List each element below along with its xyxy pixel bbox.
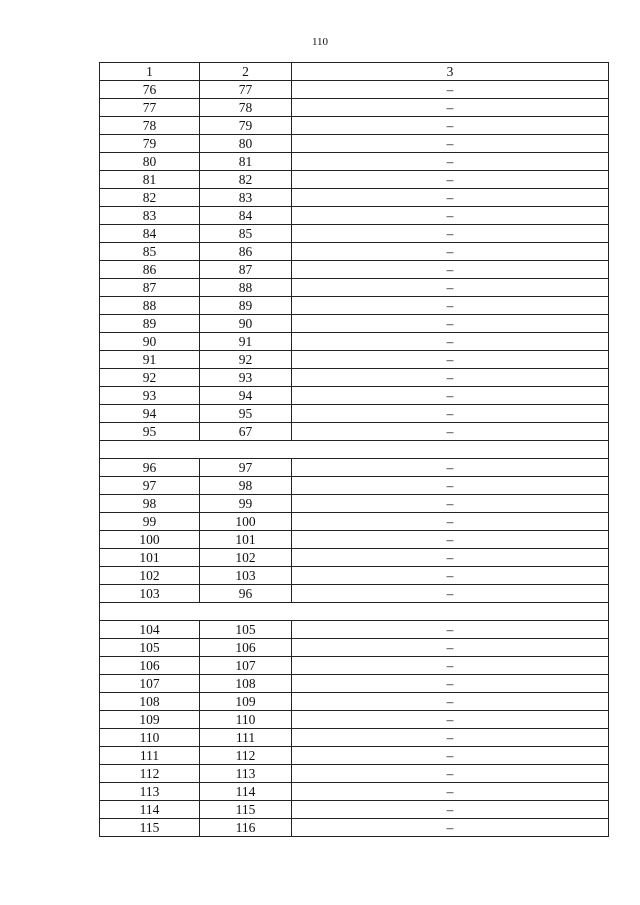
table-cell-col3: – (292, 585, 609, 603)
table-cell-col1: 89 (100, 315, 200, 333)
table-row (100, 495, 609, 513)
table-row (100, 621, 609, 639)
table-cell-col3: – (292, 621, 609, 639)
table-cell-col1: 100 (100, 531, 200, 549)
table-cell-col1: 103 (100, 585, 200, 603)
table-cell-col2: 86 (200, 243, 292, 261)
table-cell-col3: – (292, 495, 609, 513)
table-cell-col1: 94 (100, 405, 200, 423)
table-cell-col3: – (292, 117, 609, 135)
table-row (100, 585, 609, 603)
table-cell-col3: – (292, 459, 609, 477)
table-cell-col3: – (292, 225, 609, 243)
table-cell-col3: – (292, 315, 609, 333)
table-cell-col3: – (292, 333, 609, 351)
table-cell-col1: 76 (100, 81, 200, 99)
table-cell-col2: 81 (200, 153, 292, 171)
table-row (100, 711, 609, 729)
table-cell-col3: – (292, 351, 609, 369)
table-row (100, 81, 609, 99)
table-cell-col1: 111 (100, 747, 200, 765)
table-row (100, 567, 609, 585)
table-cell-col2: 99 (200, 495, 292, 513)
table-row (100, 513, 609, 531)
table-cell-col1: 90 (100, 333, 200, 351)
table-cell-col3: – (292, 171, 609, 189)
table-row (100, 243, 609, 261)
table-cell-col1: 96 (100, 459, 200, 477)
table-cell-col1: 95 (100, 423, 200, 441)
table-cell-col3: – (292, 729, 609, 747)
table-cell-col3: – (292, 801, 609, 819)
data-table (99, 62, 609, 837)
table-row (100, 657, 609, 675)
table-cell-col2: 113 (200, 765, 292, 783)
table-row (100, 297, 609, 315)
table-row (100, 135, 609, 153)
table-row (100, 225, 609, 243)
table-row (100, 693, 609, 711)
table-cell-col2: 88 (200, 279, 292, 297)
table-cell-col1: 110 (100, 729, 200, 747)
table-row (100, 675, 609, 693)
table-cell-col3: – (292, 81, 609, 99)
table-cell-col2: 79 (200, 117, 292, 135)
table-cell-col1: 104 (100, 621, 200, 639)
table-cell-col2: 92 (200, 351, 292, 369)
table-row (100, 117, 609, 135)
table-cell-col1: 79 (100, 135, 200, 153)
table-row (100, 549, 609, 567)
table-cell-col2: 116 (200, 819, 292, 837)
table-cell-col2: 109 (200, 693, 292, 711)
table-cell-col3: – (292, 783, 609, 801)
table-cell-col3: – (292, 279, 609, 297)
table-cell-col3: – (292, 765, 609, 783)
table-cell-col2: 77 (200, 81, 292, 99)
table-row (100, 783, 609, 801)
table-row (100, 207, 609, 225)
table-row (100, 477, 609, 495)
table-cell-col2: 96 (200, 585, 292, 603)
header-row (100, 63, 609, 81)
table-cell-col1: 85 (100, 243, 200, 261)
table-row (100, 261, 609, 279)
table-cell-col1: 83 (100, 207, 200, 225)
table-cell-col3: – (292, 261, 609, 279)
table-cell-col3: – (292, 549, 609, 567)
table-cell-col1: 109 (100, 711, 200, 729)
table-row (100, 531, 609, 549)
table-row (100, 351, 609, 369)
header-cell-1: 1 (100, 63, 200, 81)
table-cell-col2: 90 (200, 315, 292, 333)
table-row (100, 369, 609, 387)
table-cell-col3: – (292, 567, 609, 585)
table-cell-col3: – (292, 243, 609, 261)
table-cell-col1: 84 (100, 225, 200, 243)
table-row (100, 765, 609, 783)
table-cell-col3: – (292, 99, 609, 117)
table-cell-col1: 81 (100, 171, 200, 189)
table-cell-col1: 91 (100, 351, 200, 369)
table-cell-col2: 97 (200, 459, 292, 477)
table-cell-col3: – (292, 387, 609, 405)
table-cell-col1: 86 (100, 261, 200, 279)
table-cell-col3: – (292, 819, 609, 837)
table-cell-col2: 83 (200, 189, 292, 207)
table-cell-col1: 106 (100, 657, 200, 675)
table-cell-col2: 115 (200, 801, 292, 819)
table-cell-col3: – (292, 189, 609, 207)
table-cell-col1: 101 (100, 549, 200, 567)
section-break-row (100, 603, 609, 621)
table-cell-col2: 98 (200, 477, 292, 495)
table-row (100, 279, 609, 297)
table-cell-col2: 87 (200, 261, 292, 279)
table-cell-col2: 85 (200, 225, 292, 243)
table-cell-col2: 100 (200, 513, 292, 531)
table-row (100, 333, 609, 351)
table-cell-col2: 111 (200, 729, 292, 747)
table-body (100, 63, 609, 837)
table-cell-col3: – (292, 297, 609, 315)
table-row (100, 819, 609, 837)
table-cell-col2: 110 (200, 711, 292, 729)
header-cell-2: 2 (200, 63, 292, 81)
table-cell-col2: 82 (200, 171, 292, 189)
table-cell-col3: – (292, 513, 609, 531)
table-cell-col1: 88 (100, 297, 200, 315)
table-cell-col1: 102 (100, 567, 200, 585)
table-cell-col1: 78 (100, 117, 200, 135)
table-cell-col3: – (292, 153, 609, 171)
table-cell-col2: 67 (200, 423, 292, 441)
table-cell-col1: 77 (100, 99, 200, 117)
section-break-cell (100, 603, 609, 621)
table-cell-col2: 108 (200, 675, 292, 693)
table-cell-col2: 78 (200, 99, 292, 117)
table-cell-col2: 84 (200, 207, 292, 225)
table-cell-col2: 80 (200, 135, 292, 153)
table-cell-col2: 106 (200, 639, 292, 657)
table-cell-col3: – (292, 531, 609, 549)
table-cell-col1: 93 (100, 387, 200, 405)
table-cell-col1: 92 (100, 369, 200, 387)
table-cell-col3: – (292, 135, 609, 153)
table-cell-col3: – (292, 207, 609, 225)
table-cell-col1: 98 (100, 495, 200, 513)
table-cell-col1: 99 (100, 513, 200, 531)
table-cell-col2: 102 (200, 549, 292, 567)
table-row (100, 747, 609, 765)
table-cell-col2: 112 (200, 747, 292, 765)
table-row (100, 423, 609, 441)
header-cell-3: 3 (292, 63, 609, 81)
table-cell-col2: 103 (200, 567, 292, 585)
table-cell-col1: 97 (100, 477, 200, 495)
table-cell-col3: – (292, 639, 609, 657)
table-cell-col3: – (292, 477, 609, 495)
table-cell-col2: 89 (200, 297, 292, 315)
table-cell-col2: 91 (200, 333, 292, 351)
table-cell-col3: – (292, 423, 609, 441)
table-row (100, 387, 609, 405)
table-cell-col2: 94 (200, 387, 292, 405)
section-break-row (100, 441, 609, 459)
table-row (100, 639, 609, 657)
table-row (100, 99, 609, 117)
page-number: 110 (311, 36, 329, 48)
table-cell-col1: 113 (100, 783, 200, 801)
table-cell-col1: 80 (100, 153, 200, 171)
table-cell-col1: 112 (100, 765, 200, 783)
table-cell-col1: 82 (100, 189, 200, 207)
table-cell-col1: 107 (100, 675, 200, 693)
table-cell-col2: 114 (200, 783, 292, 801)
table-row (100, 801, 609, 819)
table-cell-col2: 95 (200, 405, 292, 423)
table-cell-col1: 114 (100, 801, 200, 819)
table-row (100, 315, 609, 333)
table-cell-col1: 105 (100, 639, 200, 657)
table-cell-col2: 107 (200, 657, 292, 675)
table-cell-col3: – (292, 693, 609, 711)
table-cell-col3: – (292, 711, 609, 729)
table-row (100, 171, 609, 189)
table-cell-col2: 101 (200, 531, 292, 549)
table-row (100, 459, 609, 477)
table-row (100, 729, 609, 747)
table-cell-col3: – (292, 405, 609, 423)
section-break-cell (100, 441, 609, 459)
table-cell-col1: 87 (100, 279, 200, 297)
table-cell-col3: – (292, 747, 609, 765)
table-cell-col3: – (292, 657, 609, 675)
table-cell-col3: – (292, 369, 609, 387)
table-cell-col2: 105 (200, 621, 292, 639)
table-cell-col2: 93 (200, 369, 292, 387)
table-cell-col3: – (292, 675, 609, 693)
table-cell-col1: 108 (100, 693, 200, 711)
table-row (100, 189, 609, 207)
table-row (100, 405, 609, 423)
table-row (100, 153, 609, 171)
table-cell-col1: 115 (100, 819, 200, 837)
